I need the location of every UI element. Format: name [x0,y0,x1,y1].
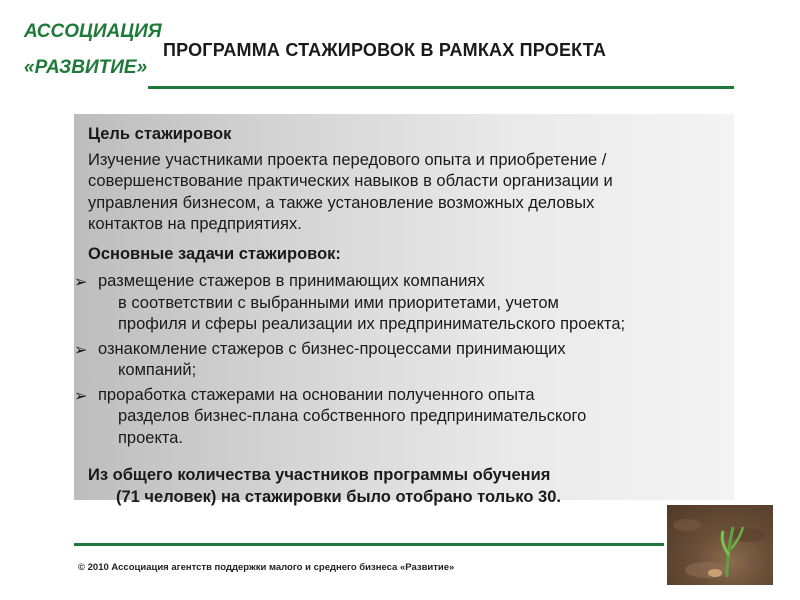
footer-copyright: © 2010 Ассоциация агентств поддержки малого и среднего бизнеса «Развитие» [78,562,455,573]
sprout-icon [667,505,773,585]
task-text: размещение стажеров в принимающих компаниях [98,272,485,290]
logo-line-1: АССОЦИАЦИЯ [24,21,162,42]
footer-divider [74,543,664,546]
list-item [74,271,748,336]
header-divider [148,86,734,89]
arrow-bullet-icon: ➢ [74,387,88,405]
task-text: в соответствии с выбранными ими приоритетами, учетом [118,293,559,312]
task-text: ознакомление стажеров с бизнес-процессами принимающих [98,339,566,358]
tasks-heading: Основные задачи стажировок: [88,244,341,263]
task-text: разделов бизнес-плана собственного предпринимательского [118,407,587,425]
task-text: компаний; [118,361,197,379]
page-title: ПРОГРАММА СТАЖИРОВОК В РАМКАХ ПРОЕКТА [163,40,607,60]
content [74,124,748,508]
task-text: проработка стажерами на основании полученного опыта [98,385,535,404]
goal-text [88,150,748,236]
arrow-bullet-icon: ➢ [74,341,88,359]
arrow-bullet-icon: ➢ [74,274,88,291]
goal-heading: Цель стажировок [88,125,232,143]
task-text: профиля и сферы реализации их предпринимательского проекта; [118,315,626,333]
logo [24,14,162,86]
task-text: проекта. [118,428,184,447]
goal-line: Изучение участниками проекта передового опыта и приобретение / [88,150,607,169]
logo-line-2: «РАЗВИТИЕ» [24,57,148,78]
goal-line: совершенствование практических навыков в области организации и [88,172,613,190]
goal-line: управления бизнесом, а также установление возможных деловых [88,193,595,212]
summary-line: (71 человек) на стажировки было отобрано только 30. [116,487,561,506]
summary-text [88,465,748,508]
list-item [74,339,748,382]
tasks-list [74,271,748,449]
goal-line: контактов на предприятиях. [88,215,302,233]
summary-line: Из общего количества участников программы обучения [88,466,551,484]
list-item [74,385,748,450]
sprout-photo [667,505,773,585]
